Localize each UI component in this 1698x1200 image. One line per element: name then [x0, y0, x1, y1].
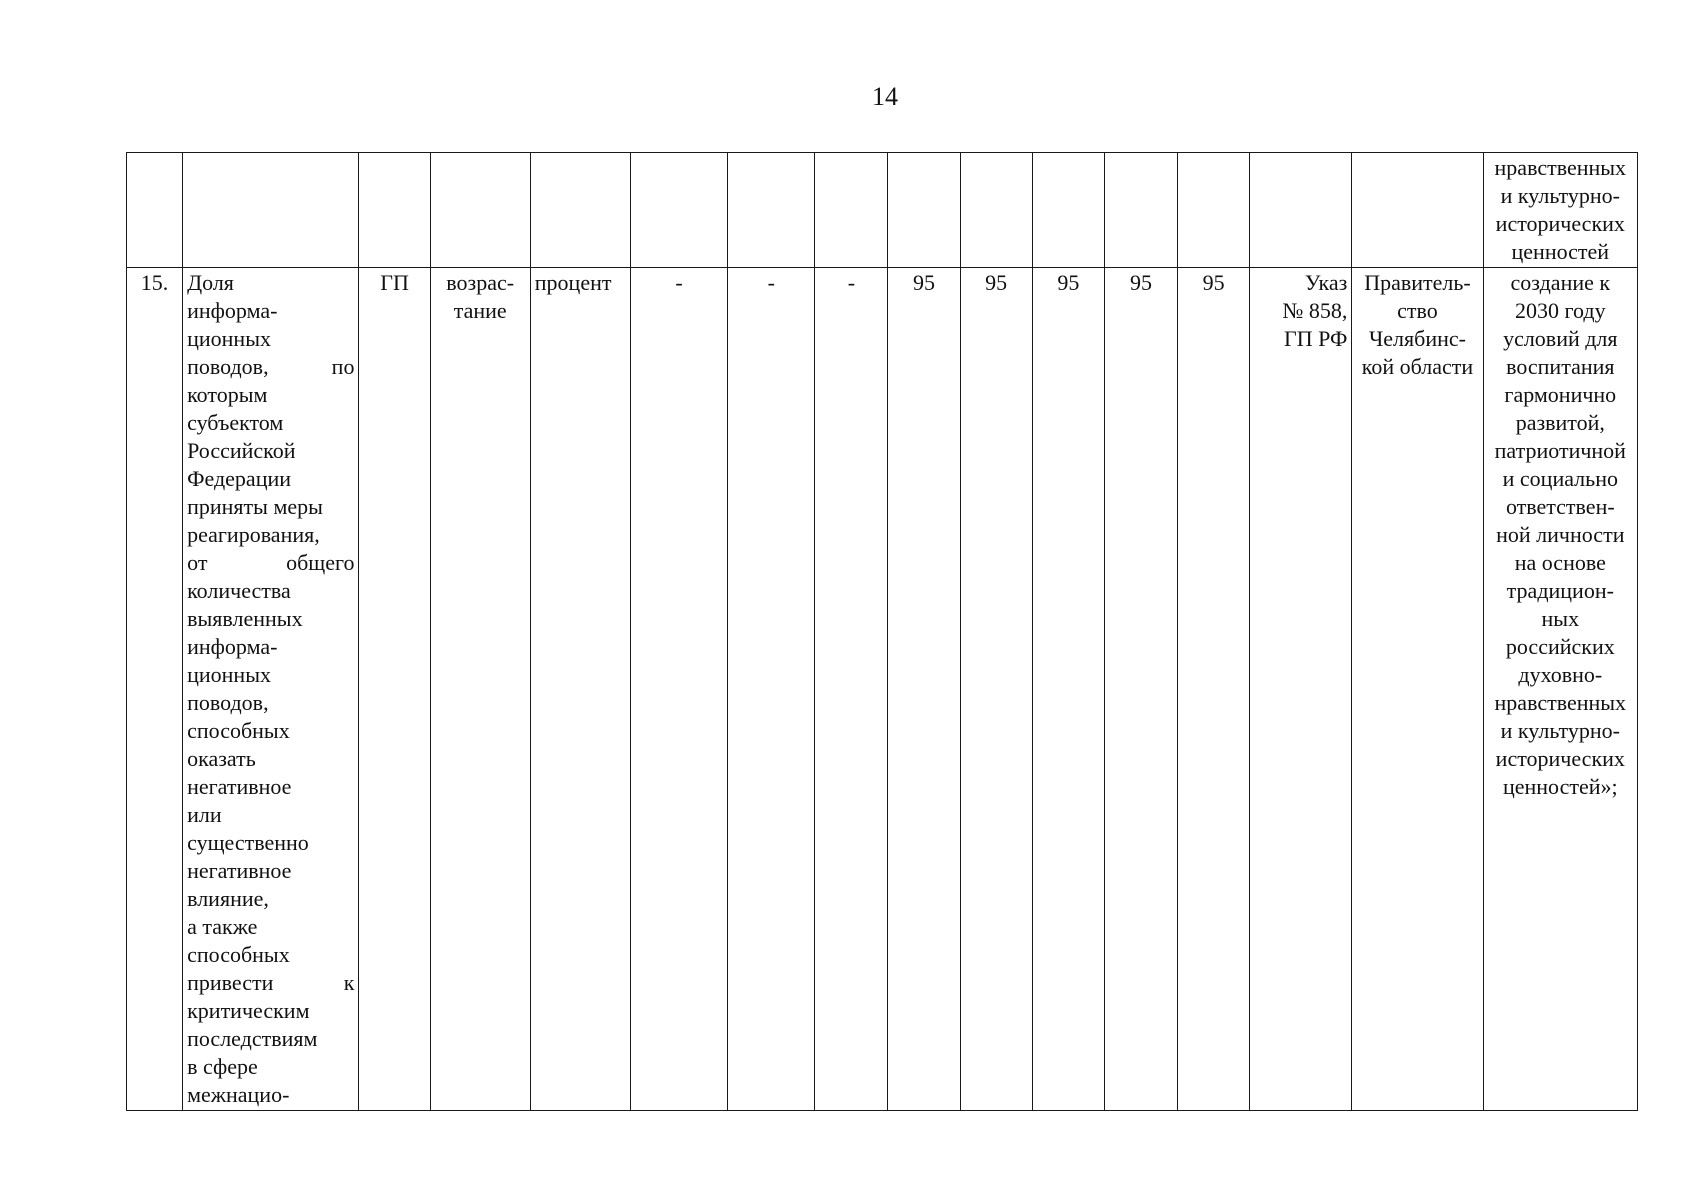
goal-line: гармонично — [1504, 382, 1617, 407]
goal-line: развитой, — [1515, 410, 1605, 435]
indicator-line: информа- — [187, 298, 278, 323]
indicator-line: привести к — [187, 970, 355, 995]
indicator-line: реагирования, — [187, 522, 320, 547]
cell-empty — [430, 153, 530, 268]
indicator-line: а также — [187, 914, 258, 939]
responsible-line: ство — [1397, 298, 1438, 323]
indicator-line: от общего — [187, 550, 355, 575]
base-value-cell: - — [815, 268, 888, 1111]
document-cell — [1250, 268, 1352, 1111]
indicator-line: ционных — [187, 662, 271, 687]
indicator-line: Доля — [187, 270, 234, 295]
indicator-line: способных — [187, 942, 290, 967]
indicators-table — [126, 152, 1638, 1111]
cell-empty — [183, 153, 359, 268]
target-value-cell: 95 — [960, 268, 1032, 1111]
goal-line: ценностей»; — [1502, 774, 1618, 799]
goal-line: российских — [1505, 634, 1615, 659]
indicator-line: негативное — [187, 858, 292, 883]
trend-line: возрас- — [446, 270, 515, 295]
continuation-row — [127, 153, 1638, 268]
indicator-line: в сфере — [187, 1054, 258, 1079]
page-number: 14 — [872, 82, 898, 111]
trend-line: тание — [453, 298, 507, 323]
indicator-line: оказать — [187, 746, 256, 771]
cell-empty — [728, 153, 815, 268]
indicator-line: субъектом — [187, 410, 284, 435]
base-value-cell: - — [728, 268, 815, 1111]
indicator-line: поводов, — [187, 690, 269, 715]
goal-line: и культурно- — [1500, 718, 1620, 743]
target-value-cell: 95 — [888, 268, 960, 1111]
goal-line: и социально — [1502, 466, 1618, 491]
trend-cell — [430, 268, 530, 1111]
target-value-cell: 95 — [1032, 268, 1104, 1111]
indicator-line: или — [187, 802, 222, 827]
goal-line: 2030 году — [1515, 298, 1606, 323]
indicator-line: Федерации — [187, 466, 292, 491]
goal-line: ных — [1541, 606, 1580, 631]
document-line: ГП РФ — [1284, 326, 1348, 351]
responsible-line: Челябинс- — [1368, 326, 1466, 351]
indicator-line: способных — [187, 718, 290, 743]
level-cell: ГП — [359, 268, 430, 1111]
cell-empty — [1032, 153, 1104, 268]
cell-empty — [888, 153, 960, 268]
goal-line: на основе — [1514, 550, 1606, 575]
document-line: № 858, — [1282, 298, 1348, 323]
cell-empty — [1178, 153, 1250, 268]
base-value-cell: - — [630, 268, 727, 1111]
indicator-line: критическим — [187, 998, 310, 1023]
indicator-line: информа- — [187, 634, 278, 659]
goal-line: нравственных — [1494, 690, 1627, 715]
cell-empty — [630, 153, 727, 268]
continuation-goal-cell — [1483, 153, 1637, 268]
cell-empty — [815, 153, 888, 268]
indicator-line: приняты меры — [187, 494, 323, 519]
document-line: Указ — [1304, 270, 1348, 295]
indicator-line: которым — [187, 382, 268, 407]
goal-line: духовно- — [1518, 662, 1603, 687]
cell-empty — [960, 153, 1032, 268]
indicator-line: влияние, — [187, 886, 269, 911]
goal-line: традицион- — [1506, 578, 1614, 603]
goal-line: ной личности — [1496, 522, 1625, 547]
goal-line: исторических — [1495, 746, 1625, 771]
indicator-line: количества — [187, 578, 291, 603]
cell-empty — [530, 153, 630, 268]
cell-empty — [1104, 153, 1177, 268]
target-value-cell: 95 — [1104, 268, 1177, 1111]
indicator-name-cell — [183, 268, 359, 1111]
responsible-line: Правитель- — [1364, 270, 1471, 295]
cell-empty — [1250, 153, 1352, 268]
goal-line: условий для — [1503, 326, 1618, 351]
unit-cell: процент — [530, 268, 630, 1111]
responsible-line: кой области — [1361, 354, 1474, 379]
indicator-line: выявленных — [187, 606, 303, 631]
target-value-cell: 95 — [1178, 268, 1250, 1111]
indicator-line: существенно — [187, 830, 309, 855]
goal-line: патриотичной — [1494, 438, 1626, 463]
cell-empty — [127, 153, 183, 268]
indicator-row-15 — [127, 268, 1638, 1111]
row-number: 15. — [127, 268, 183, 1111]
indicator-line: последствиям — [187, 1026, 318, 1051]
cell-empty — [359, 153, 430, 268]
goal-line: и культурно- — [1500, 183, 1620, 208]
goal-line: создание к — [1510, 270, 1611, 295]
indicator-line: негативное — [187, 774, 292, 799]
goal-line: нравственных — [1494, 155, 1627, 180]
indicator-line: Российской — [187, 438, 296, 463]
goal-cell — [1483, 268, 1637, 1111]
goal-line: ответствен- — [1505, 494, 1615, 519]
indicator-line: поводов, по — [187, 354, 355, 379]
goal-line: ценностей — [1511, 239, 1610, 264]
indicator-line: межнацио- — [187, 1082, 290, 1107]
responsible-cell — [1352, 268, 1483, 1111]
cell-empty — [1352, 153, 1483, 268]
goal-line: воспитания — [1506, 354, 1615, 379]
goal-line: исторических — [1495, 211, 1625, 236]
indicator-line: ционных — [187, 326, 271, 351]
